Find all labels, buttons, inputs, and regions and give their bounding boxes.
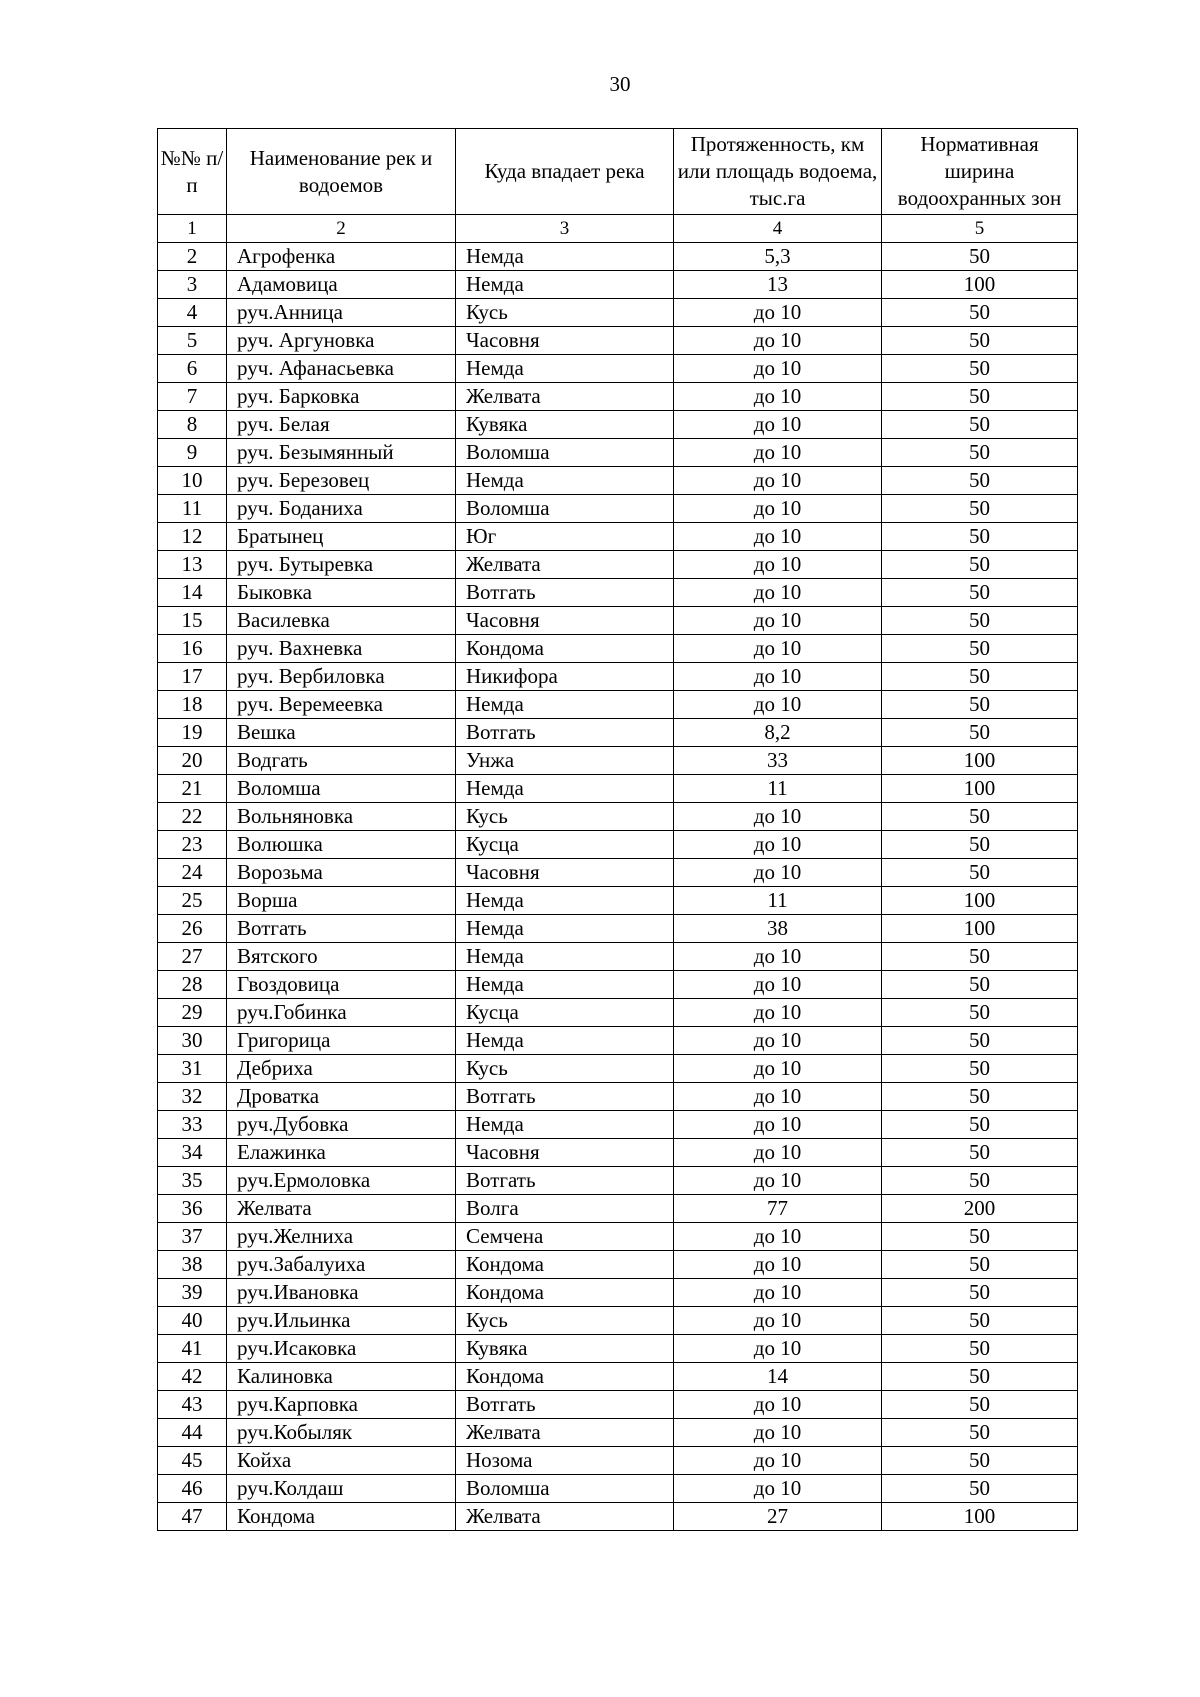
protection-width-cell: 50 — [882, 1139, 1078, 1167]
protection-width-cell: 50 — [882, 243, 1078, 271]
table-row — [158, 299, 1078, 327]
river-name-cell: Волюшка — [227, 831, 456, 859]
river-name-cell: Дроватка — [227, 1083, 456, 1111]
river-name-cell: Гвоздовица — [227, 971, 456, 999]
length-cell: до 10 — [674, 1055, 882, 1083]
table-row — [158, 1307, 1078, 1335]
river-name-cell: руч. Вахневка — [227, 635, 456, 663]
river-name-cell: руч.Забалуиха — [227, 1251, 456, 1279]
row-number-cell: 37 — [158, 1223, 227, 1251]
protection-width-cell: 50 — [882, 355, 1078, 383]
row-number-cell: 35 — [158, 1167, 227, 1195]
row-number-cell: 27 — [158, 943, 227, 971]
flows-into-cell: Часовня — [456, 1139, 674, 1167]
length-cell: до 10 — [674, 1335, 882, 1363]
flows-into-cell: Немда — [456, 1027, 674, 1055]
table-row — [158, 1503, 1078, 1531]
flows-into-cell: Кувяка — [456, 1335, 674, 1363]
protection-width-cell: 100 — [882, 271, 1078, 299]
river-name-cell: руч. Барковка — [227, 383, 456, 411]
river-name-cell: Агрофенка — [227, 243, 456, 271]
protection-width-cell: 50 — [882, 1475, 1078, 1503]
flows-into-cell: Семчена — [456, 1223, 674, 1251]
table-row — [158, 803, 1078, 831]
length-cell: до 10 — [674, 1447, 882, 1475]
protection-width-cell: 50 — [882, 1223, 1078, 1251]
length-cell: 33 — [674, 747, 882, 775]
length-cell: до 10 — [674, 355, 882, 383]
protection-width-cell: 50 — [882, 1335, 1078, 1363]
river-name-cell: руч.Ивановка — [227, 1279, 456, 1307]
protection-width-cell: 50 — [882, 635, 1078, 663]
protection-width-cell: 50 — [882, 523, 1078, 551]
row-number-cell: 4 — [158, 299, 227, 327]
river-name-cell: руч.Анница — [227, 299, 456, 327]
column-number: 3 — [456, 215, 674, 243]
row-number-cell: 21 — [158, 775, 227, 803]
flows-into-cell: Кондома — [456, 1251, 674, 1279]
flows-into-cell: Часовня — [456, 327, 674, 355]
table-row — [158, 887, 1078, 915]
protection-width-cell: 50 — [882, 971, 1078, 999]
length-cell: до 10 — [674, 1475, 882, 1503]
flows-into-cell: Юг — [456, 523, 674, 551]
protection-width-cell: 50 — [882, 1167, 1078, 1195]
row-number-cell: 46 — [158, 1475, 227, 1503]
row-number-cell: 3 — [158, 271, 227, 299]
row-number-cell: 10 — [158, 467, 227, 495]
protection-width-cell: 50 — [882, 831, 1078, 859]
flows-into-cell: Немда — [456, 887, 674, 915]
header-flows-into: Куда впадает река — [456, 129, 674, 215]
flows-into-cell: Вотгать — [456, 1083, 674, 1111]
length-cell: до 10 — [674, 1251, 882, 1279]
flows-into-cell: Часовня — [456, 859, 674, 887]
flows-into-cell: Немда — [456, 915, 674, 943]
flows-into-cell: Желвата — [456, 551, 674, 579]
header-length: Протяженность, км или площадь водоема, тыс.га — [674, 129, 882, 215]
table-row — [158, 663, 1078, 691]
row-number-cell: 33 — [158, 1111, 227, 1139]
river-name-cell: Вольняновка — [227, 803, 456, 831]
row-number-cell: 31 — [158, 1055, 227, 1083]
row-number-cell: 15 — [158, 607, 227, 635]
row-number-cell: 20 — [158, 747, 227, 775]
row-number-cell: 9 — [158, 439, 227, 467]
river-name-cell: руч.Гобинка — [227, 999, 456, 1027]
river-name-cell: руч.Карповка — [227, 1391, 456, 1419]
protection-width-cell: 50 — [882, 551, 1078, 579]
flows-into-cell: Немда — [456, 467, 674, 495]
river-name-cell: руч.Кобыляк — [227, 1419, 456, 1447]
protection-width-cell: 100 — [882, 1503, 1078, 1531]
column-number: 5 — [882, 215, 1078, 243]
page-number: 30 — [609, 72, 631, 96]
river-name-cell: Водгать — [227, 747, 456, 775]
table-row — [158, 1475, 1078, 1503]
flows-into-cell: Никифора — [456, 663, 674, 691]
table-row — [158, 999, 1078, 1027]
table-row — [158, 1447, 1078, 1475]
length-cell: 5,3 — [674, 243, 882, 271]
table-row — [158, 327, 1078, 355]
row-number-cell: 47 — [158, 1503, 227, 1531]
protection-width-cell: 50 — [882, 1307, 1078, 1335]
length-cell: до 10 — [674, 1027, 882, 1055]
table-row — [158, 1055, 1078, 1083]
protection-width-cell: 50 — [882, 719, 1078, 747]
flows-into-cell: Немда — [456, 971, 674, 999]
row-number-cell: 17 — [158, 663, 227, 691]
column-number: 1 — [158, 215, 227, 243]
river-name-cell: руч. Веремеевка — [227, 691, 456, 719]
length-cell: до 10 — [674, 411, 882, 439]
length-cell: 8,2 — [674, 719, 882, 747]
table-header — [158, 129, 1078, 243]
length-cell: до 10 — [674, 607, 882, 635]
river-name-cell: руч. Безымянный — [227, 439, 456, 467]
table-row — [158, 523, 1078, 551]
row-number-cell: 18 — [158, 691, 227, 719]
length-cell: до 10 — [674, 1083, 882, 1111]
flows-into-cell: Желвата — [456, 1419, 674, 1447]
table-row — [158, 1391, 1078, 1419]
header-number: №№ п/п — [158, 129, 227, 215]
protection-width-cell: 50 — [882, 999, 1078, 1027]
row-number-cell: 22 — [158, 803, 227, 831]
protection-width-cell: 50 — [882, 1251, 1078, 1279]
length-cell: до 10 — [674, 1391, 882, 1419]
river-name-cell: руч.Желниха — [227, 1223, 456, 1251]
flows-into-cell: Желвата — [456, 1503, 674, 1531]
table-row — [158, 1279, 1078, 1307]
row-number-cell: 16 — [158, 635, 227, 663]
length-cell: до 10 — [674, 551, 882, 579]
flows-into-cell: Нозома — [456, 1447, 674, 1475]
protection-width-cell: 50 — [882, 1111, 1078, 1139]
protection-width-cell: 50 — [882, 803, 1078, 831]
table-row — [158, 1195, 1078, 1223]
length-cell: 11 — [674, 887, 882, 915]
protection-width-cell: 50 — [882, 1279, 1078, 1307]
length-cell: до 10 — [674, 1307, 882, 1335]
flows-into-cell: Вотгать — [456, 579, 674, 607]
row-number-cell: 28 — [158, 971, 227, 999]
flows-into-cell: Вотгать — [456, 719, 674, 747]
length-cell: до 10 — [674, 579, 882, 607]
flows-into-cell: Немда — [456, 1111, 674, 1139]
length-cell: до 10 — [674, 1279, 882, 1307]
row-number-cell: 32 — [158, 1083, 227, 1111]
table-row — [158, 1111, 1078, 1139]
column-number: 4 — [674, 215, 882, 243]
flows-into-cell: Кусь — [456, 1055, 674, 1083]
flows-into-cell: Унжа — [456, 747, 674, 775]
table-row — [158, 1419, 1078, 1447]
protection-width-cell: 50 — [882, 1027, 1078, 1055]
table-row — [158, 719, 1078, 747]
flows-into-cell: Вотгать — [456, 1167, 674, 1195]
table-row — [158, 607, 1078, 635]
protection-width-cell: 50 — [882, 439, 1078, 467]
protection-width-cell: 50 — [882, 691, 1078, 719]
flows-into-cell: Немда — [456, 271, 674, 299]
length-cell: до 10 — [674, 999, 882, 1027]
flows-into-cell: Немда — [456, 691, 674, 719]
row-number-cell: 30 — [158, 1027, 227, 1055]
protection-width-cell: 100 — [882, 915, 1078, 943]
length-cell: до 10 — [674, 803, 882, 831]
protection-width-cell: 50 — [882, 1447, 1078, 1475]
flows-into-cell: Кондома — [456, 1279, 674, 1307]
flows-into-cell: Немда — [456, 775, 674, 803]
flows-into-cell: Воломша — [456, 495, 674, 523]
river-name-cell: Адамовица — [227, 271, 456, 299]
table-row — [158, 859, 1078, 887]
table-row — [158, 943, 1078, 971]
river-name-cell: Ворозьма — [227, 859, 456, 887]
length-cell: до 10 — [674, 523, 882, 551]
table-row — [158, 271, 1078, 299]
row-number-cell: 29 — [158, 999, 227, 1027]
river-name-cell: Ворша — [227, 887, 456, 915]
length-cell: до 10 — [674, 1223, 882, 1251]
table-body — [158, 243, 1078, 1531]
row-number-cell: 40 — [158, 1307, 227, 1335]
river-name-cell: руч.Ильинка — [227, 1307, 456, 1335]
table-row — [158, 775, 1078, 803]
length-cell: 13 — [674, 271, 882, 299]
table-row — [158, 747, 1078, 775]
protection-width-cell: 200 — [882, 1195, 1078, 1223]
length-cell: до 10 — [674, 299, 882, 327]
table-row — [158, 831, 1078, 859]
length-cell: 77 — [674, 1195, 882, 1223]
row-number-cell: 7 — [158, 383, 227, 411]
river-name-cell: Вятского — [227, 943, 456, 971]
protection-width-cell: 50 — [882, 579, 1078, 607]
flows-into-cell: Воломша — [456, 1475, 674, 1503]
flows-into-cell: Немда — [456, 243, 674, 271]
flows-into-cell: Желвата — [456, 383, 674, 411]
protection-width-cell: 50 — [882, 467, 1078, 495]
river-name-cell: Елажинка — [227, 1139, 456, 1167]
river-name-cell: руч.Исаковка — [227, 1335, 456, 1363]
table-row — [158, 383, 1078, 411]
length-cell: 27 — [674, 1503, 882, 1531]
table-row — [158, 1363, 1078, 1391]
row-number-cell: 34 — [158, 1139, 227, 1167]
length-cell: до 10 — [674, 971, 882, 999]
table-row — [158, 439, 1078, 467]
header-protection-width: Нормативная ширина водоохранных зон — [882, 129, 1078, 215]
row-number-cell: 6 — [158, 355, 227, 383]
length-cell: до 10 — [674, 635, 882, 663]
flows-into-cell: Немда — [456, 355, 674, 383]
row-number-cell: 26 — [158, 915, 227, 943]
length-cell: до 10 — [674, 1139, 882, 1167]
flows-into-cell: Вотгать — [456, 1391, 674, 1419]
river-name-cell: руч.Дубовка — [227, 1111, 456, 1139]
table-row — [158, 635, 1078, 663]
river-name-cell: руч.Ермоловка — [227, 1167, 456, 1195]
river-name-cell: руч. Березовец — [227, 467, 456, 495]
flows-into-cell: Часовня — [456, 607, 674, 635]
row-number-cell: 42 — [158, 1363, 227, 1391]
flows-into-cell: Кувяка — [456, 411, 674, 439]
river-name-cell: Василевка — [227, 607, 456, 635]
river-name-cell: Вешка — [227, 719, 456, 747]
table-row — [158, 1139, 1078, 1167]
row-number-cell: 39 — [158, 1279, 227, 1307]
river-name-cell: Койха — [227, 1447, 456, 1475]
row-number-cell: 8 — [158, 411, 227, 439]
protection-width-cell: 50 — [882, 1419, 1078, 1447]
river-name-cell: Желвата — [227, 1195, 456, 1223]
row-number-cell: 24 — [158, 859, 227, 887]
table-row — [158, 495, 1078, 523]
row-number-cell: 5 — [158, 327, 227, 355]
river-name-cell: Дебриха — [227, 1055, 456, 1083]
length-cell: 14 — [674, 1363, 882, 1391]
protection-width-cell: 50 — [882, 1083, 1078, 1111]
length-cell: до 10 — [674, 1167, 882, 1195]
protection-width-cell: 50 — [882, 1055, 1078, 1083]
table-row — [158, 971, 1078, 999]
table-row — [158, 243, 1078, 271]
table-row — [158, 355, 1078, 383]
table-row — [158, 1083, 1078, 1111]
length-cell: до 10 — [674, 691, 882, 719]
row-number-cell: 38 — [158, 1251, 227, 1279]
flows-into-cell: Кондома — [456, 635, 674, 663]
rivers-table — [157, 128, 1078, 1531]
column-number: 2 — [227, 215, 456, 243]
protection-width-cell: 50 — [882, 327, 1078, 355]
length-cell: до 10 — [674, 1419, 882, 1447]
flows-into-cell: Кусца — [456, 999, 674, 1027]
river-name-cell: Братынец — [227, 523, 456, 551]
table-row — [158, 467, 1078, 495]
length-cell: до 10 — [674, 943, 882, 971]
protection-width-cell: 50 — [882, 1391, 1078, 1419]
length-cell: до 10 — [674, 859, 882, 887]
flows-into-cell: Кусца — [456, 831, 674, 859]
flows-into-cell: Кусь — [456, 1307, 674, 1335]
river-name-cell: руч. Белая — [227, 411, 456, 439]
table-row — [158, 579, 1078, 607]
protection-width-cell: 100 — [882, 747, 1078, 775]
protection-width-cell: 50 — [882, 663, 1078, 691]
river-name-cell: руч.Колдаш — [227, 1475, 456, 1503]
protection-width-cell: 50 — [882, 495, 1078, 523]
length-cell: 38 — [674, 915, 882, 943]
row-number-cell: 43 — [158, 1391, 227, 1419]
header-name: Наименование рек и водоемов — [227, 129, 456, 215]
protection-width-cell: 50 — [882, 943, 1078, 971]
row-number-cell: 2 — [158, 243, 227, 271]
length-cell: 11 — [674, 775, 882, 803]
length-cell: до 10 — [674, 831, 882, 859]
row-number-cell: 25 — [158, 887, 227, 915]
row-number-cell: 45 — [158, 1447, 227, 1475]
row-number-cell: 14 — [158, 579, 227, 607]
river-name-cell: Калиновка — [227, 1363, 456, 1391]
row-number-cell: 13 — [158, 551, 227, 579]
row-number-cell: 23 — [158, 831, 227, 859]
protection-width-cell: 50 — [882, 383, 1078, 411]
length-cell: до 10 — [674, 495, 882, 523]
table-row — [158, 1223, 1078, 1251]
river-name-cell: руч. Аргуновка — [227, 327, 456, 355]
table-row — [158, 1335, 1078, 1363]
length-cell: до 10 — [674, 383, 882, 411]
river-name-cell: Воломша — [227, 775, 456, 803]
table-row — [158, 915, 1078, 943]
river-name-cell: Григорица — [227, 1027, 456, 1055]
table-row — [158, 1251, 1078, 1279]
flows-into-cell: Волга — [456, 1195, 674, 1223]
protection-width-cell: 50 — [882, 859, 1078, 887]
row-number-cell: 36 — [158, 1195, 227, 1223]
river-name-cell: руч. Боданиха — [227, 495, 456, 523]
protection-width-cell: 100 — [882, 887, 1078, 915]
river-name-cell: Кондома — [227, 1503, 456, 1531]
length-cell: до 10 — [674, 327, 882, 355]
table-row — [158, 1027, 1078, 1055]
length-cell: до 10 — [674, 1111, 882, 1139]
table-row — [158, 1167, 1078, 1195]
river-name-cell: руч. Вербиловка — [227, 663, 456, 691]
flows-into-cell: Кондома — [456, 1363, 674, 1391]
table-row — [158, 411, 1078, 439]
protection-width-cell: 50 — [882, 607, 1078, 635]
table-row — [158, 551, 1078, 579]
column-number-row — [158, 215, 1078, 243]
table-row — [158, 691, 1078, 719]
row-number-cell: 11 — [158, 495, 227, 523]
row-number-cell: 12 — [158, 523, 227, 551]
flows-into-cell: Кусь — [456, 803, 674, 831]
river-name-cell: Вотгать — [227, 915, 456, 943]
row-number-cell: 19 — [158, 719, 227, 747]
river-name-cell: Быковка — [227, 579, 456, 607]
flows-into-cell: Немда — [456, 943, 674, 971]
row-number-cell: 44 — [158, 1419, 227, 1447]
header-row — [158, 129, 1078, 215]
flows-into-cell: Воломша — [456, 439, 674, 467]
river-name-cell: руч. Афанасьевка — [227, 355, 456, 383]
length-cell: до 10 — [674, 663, 882, 691]
flows-into-cell: Кусь — [456, 299, 674, 327]
length-cell: до 10 — [674, 439, 882, 467]
river-name-cell: руч. Бутыревка — [227, 551, 456, 579]
protection-width-cell: 50 — [882, 299, 1078, 327]
row-number-cell: 41 — [158, 1335, 227, 1363]
protection-width-cell: 100 — [882, 775, 1078, 803]
protection-width-cell: 50 — [882, 411, 1078, 439]
protection-width-cell: 50 — [882, 1363, 1078, 1391]
length-cell: до 10 — [674, 467, 882, 495]
